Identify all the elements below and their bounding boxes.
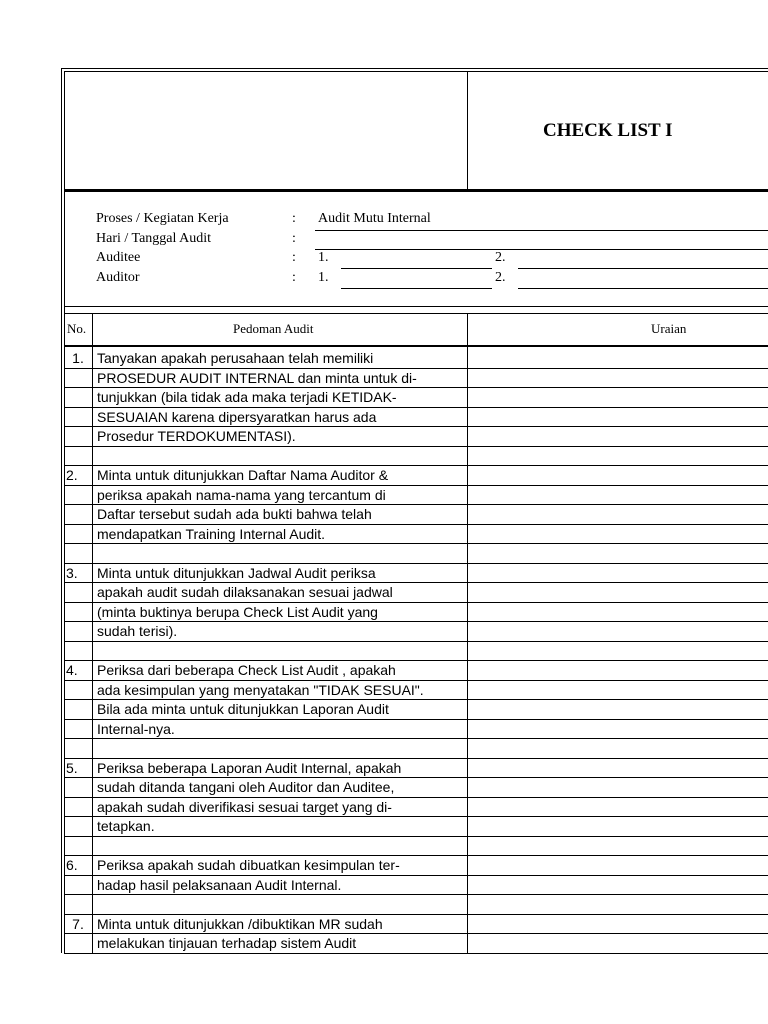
table-row — [64, 915, 768, 935]
row-text: Daftar tersebut sudah ada bukti bahwa telah — [97, 506, 372, 522]
uraian-cell[interactable] — [468, 466, 768, 485]
row-number — [64, 739, 94, 758]
row-number — [64, 681, 94, 700]
uraian-cell[interactable] — [468, 798, 768, 817]
date-colon: : — [292, 231, 296, 246]
row-text: melakukan tinjauan terhadap sistem Audit — [97, 935, 357, 951]
row-number: 2. — [66, 467, 78, 483]
process-field-line — [315, 230, 768, 231]
row-text: Minta untuk ditunjukkan Daftar Nama Auditor & — [97, 467, 389, 483]
page-title: CHECK LIST I — [543, 120, 673, 141]
uraian-cell[interactable] — [468, 388, 768, 407]
process-colon: : — [292, 211, 296, 226]
table-header-bottom-rule — [64, 345, 768, 347]
table-row — [64, 603, 768, 623]
row-number: 1. — [72, 350, 84, 366]
uraian-cell[interactable] — [468, 876, 768, 895]
row-text: SESUAIAN karena dipersyaratkan harus ada — [97, 408, 377, 425]
auditor-1-number: 1. — [318, 270, 329, 285]
auditee-label: Auditee — [96, 250, 141, 265]
auditor-colon: : — [292, 270, 296, 285]
row-number — [64, 798, 94, 817]
row-text: Prosedur TERDOKUMENTASI). — [97, 428, 296, 444]
table-row — [64, 486, 768, 506]
table-row — [64, 427, 768, 447]
table-row — [64, 466, 768, 486]
uraian-cell[interactable] — [468, 856, 768, 875]
auditee-2-number: 2. — [495, 250, 506, 265]
uraian-cell[interactable] — [468, 447, 768, 466]
uraian-cell[interactable] — [468, 583, 768, 602]
uraian-cell[interactable] — [468, 369, 768, 388]
uraian-cell[interactable] — [468, 720, 768, 739]
uraian-cell[interactable] — [468, 700, 768, 719]
table-row — [64, 369, 768, 389]
table-row — [64, 661, 768, 681]
table-row — [64, 525, 768, 545]
uraian-cell[interactable] — [468, 603, 768, 622]
table-row — [64, 408, 768, 428]
row-number: 3. — [66, 564, 78, 581]
outer-border-left — [61, 68, 62, 953]
uraian-cell[interactable] — [468, 817, 768, 836]
uraian-cell[interactable] — [468, 934, 768, 953]
row-text: Tanyakan apakah perusahaan telah memiliki — [97, 350, 374, 366]
row-number — [64, 408, 94, 427]
table-row — [64, 388, 768, 408]
auditor-label: Auditor — [96, 270, 140, 285]
row-text: mendapatkan Training Internal Audit. — [97, 525, 326, 542]
uraian-cell[interactable] — [468, 895, 768, 914]
table-row — [64, 564, 768, 584]
auditee-colon: : — [292, 250, 296, 265]
table-row — [64, 759, 768, 779]
auditee-1-number: 1. — [318, 250, 329, 265]
row-text: Minta untuk ditunjukkan Jadwal Audit periksa — [97, 564, 376, 581]
auditor-1-field-line[interactable] — [341, 288, 492, 289]
table-row — [64, 778, 768, 798]
table-row — [64, 544, 768, 564]
table-row — [64, 447, 768, 467]
uraian-cell[interactable] — [468, 661, 768, 680]
uraian-cell[interactable] — [468, 778, 768, 797]
checklist-sheet — [61, 68, 768, 953]
table-row — [64, 505, 768, 525]
row-number — [64, 369, 94, 388]
row-number: 5. — [66, 759, 78, 776]
uraian-cell[interactable] — [468, 349, 768, 368]
outer-border-top — [61, 68, 768, 69]
uraian-cell[interactable] — [468, 544, 768, 563]
uraian-cell[interactable] — [468, 739, 768, 758]
info-bottom-rule — [64, 306, 768, 307]
outer-border-top-inner — [64, 71, 768, 72]
row-number: 6. — [66, 857, 78, 873]
row-number — [64, 525, 94, 544]
uraian-cell[interactable] — [468, 486, 768, 505]
row-text: tetapkan. — [97, 818, 155, 834]
table-row — [64, 856, 768, 876]
uraian-cell[interactable] — [468, 915, 768, 934]
row-number — [64, 544, 94, 563]
row-number — [64, 895, 94, 914]
row-text: sudah ditanda tangani oleh Auditor dan Auditee, — [97, 779, 395, 795]
process-value[interactable]: Audit Mutu Internal — [318, 211, 431, 226]
uraian-cell[interactable] — [468, 408, 768, 427]
row-number: 7. — [72, 915, 84, 932]
row-text: Bila ada minta untuk ditunjukkan Laporan Audit — [97, 701, 389, 717]
row-number — [64, 505, 94, 524]
table-row — [64, 876, 768, 896]
row-number — [64, 934, 94, 953]
header-divider — [467, 71, 468, 190]
row-number: 4. — [66, 662, 78, 678]
table-row — [64, 349, 768, 369]
table-row — [64, 837, 768, 857]
row-text: apakah sudah diverifikasi sesuai target yang di- — [97, 798, 392, 815]
row-number — [64, 642, 94, 661]
table-row — [64, 642, 768, 662]
table-row — [64, 622, 768, 642]
uraian-cell[interactable] — [468, 505, 768, 524]
process-label: Proses / Kegiatan Kerja — [96, 211, 229, 226]
row-number — [64, 778, 94, 797]
table-row — [64, 798, 768, 818]
table-top-rule — [64, 313, 768, 314]
table-row — [64, 934, 768, 954]
table-row — [64, 681, 768, 701]
uraian-cell[interactable] — [468, 681, 768, 700]
row-text: hadap hasil pelaksanaan Audit Internal. — [97, 876, 342, 893]
row-text: sudah terisi). — [97, 623, 178, 639]
row-number — [64, 486, 94, 505]
column-header-no: No. — [67, 321, 87, 336]
row-number — [64, 583, 94, 602]
row-number — [64, 622, 94, 641]
row-text: ada kesimpulan yang menyatakan "TIDAK SESUAI". — [97, 681, 424, 698]
row-number — [64, 876, 94, 895]
row-text: periksa apakah nama-nama yang tercantum di — [97, 486, 386, 503]
date-label: Hari / Tanggal Audit — [96, 231, 212, 246]
row-text: Periksa apakah sudah dibuatkan kesimpulan ter- — [97, 857, 400, 873]
column-header-uraian: Uraian — [651, 321, 687, 336]
auditor-2-number: 2. — [495, 270, 506, 285]
uraian-cell[interactable] — [468, 525, 768, 544]
row-text: Periksa beberapa Laporan Audit Internal, apakah — [97, 759, 402, 776]
uraian-cell[interactable] — [468, 622, 768, 641]
row-text: (minta buktinya berupa Check List Audit yang — [97, 603, 378, 620]
row-number — [64, 427, 94, 446]
table-row — [64, 817, 768, 837]
column-header-pedoman: Pedoman Audit — [233, 321, 314, 336]
table-row — [64, 583, 768, 603]
uraian-cell[interactable] — [468, 564, 768, 583]
row-text: Minta untuk ditunjukkan /dibuktikan MR sudah — [97, 915, 383, 932]
row-number — [64, 603, 94, 622]
table-row — [64, 895, 768, 915]
row-number — [64, 837, 94, 856]
date-field-line[interactable] — [315, 249, 768, 250]
uraian-cell[interactable] — [468, 837, 768, 856]
table-row — [64, 700, 768, 720]
row-number — [64, 447, 94, 466]
table-row — [64, 720, 768, 740]
row-text: tunjukkan (bila tidak ada maka terjadi KETIDAK- — [97, 389, 397, 405]
auditee-2-field-line[interactable] — [518, 268, 768, 269]
row-number — [64, 388, 94, 407]
uraian-cell[interactable] — [468, 427, 768, 446]
row-text: PROSEDUR AUDIT INTERNAL dan minta untuk di- — [97, 369, 417, 386]
row-text: Internal-nya. — [97, 720, 175, 737]
header-bottom-rule — [64, 189, 768, 192]
uraian-cell[interactable] — [468, 642, 768, 661]
row-text: apakah audit sudah dilaksanakan sesuai jadwal — [97, 584, 393, 600]
auditee-1-field-line[interactable] — [341, 268, 492, 269]
row-number — [64, 700, 94, 719]
auditor-2-field-line[interactable] — [518, 288, 768, 289]
row-text: Periksa dari beberapa Check List Audit , apakah — [97, 662, 396, 678]
table-row — [64, 739, 768, 759]
uraian-cell[interactable] — [468, 759, 768, 778]
row-number — [64, 720, 94, 739]
row-number — [64, 817, 94, 836]
